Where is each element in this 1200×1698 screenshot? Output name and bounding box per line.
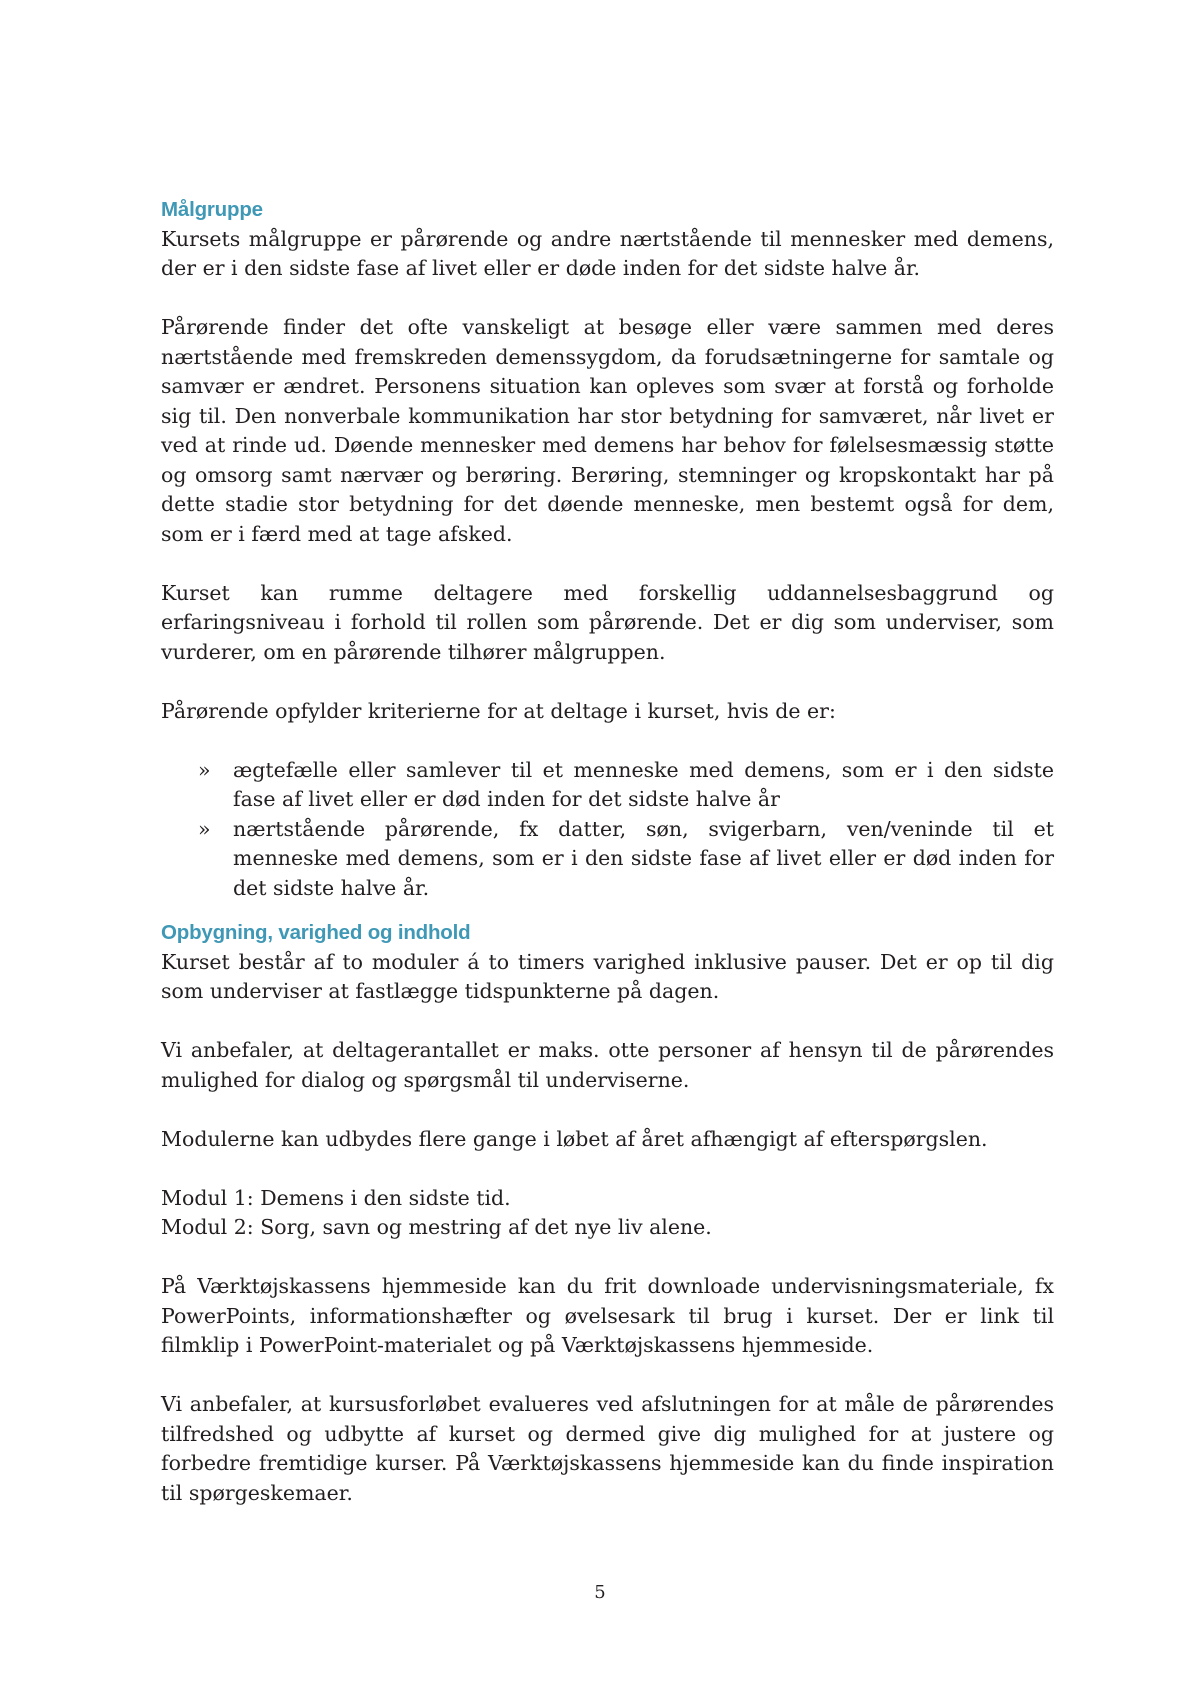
bullet-marker: » bbox=[198, 816, 211, 841]
paragraph-evaluering: Vi anbefaler, at kursusforløbet evalueres ved afslutningen for at måle de pårørendes tilfredshed og udbytte af kurset og dermed give dig mulighed for at justere og forbedre fremtidige kurser. På Værktøjskassens hjemmeside kan du finde inspiration til spørgeskemaer. bbox=[161, 1392, 1054, 1505]
list-item bbox=[161, 756, 1054, 815]
paragraph-materiale: På Værktøjskassens hjemmeside kan du frit downloade undervisningsmateriale, fx PowerPoints, informationshæfter og øvelsesark til brug i kurset. Der er link til filmklip i PowerPoint-materialet og på Værktøjskassens hjemmeside. bbox=[161, 1274, 1054, 1357]
page-content bbox=[161, 195, 1054, 1538]
paragraph-kriterier: Pårørende opfylder kriterierne for at deltage i kurset, hvis de er: bbox=[161, 698, 836, 723]
list-item-text: ægtefælle eller samlever til et menneske med demens, som er i den sidste fase af livet eller er død inden for det sidste halve år bbox=[233, 757, 1054, 811]
paragraph-deltagere: Kurset kan rumme deltagere med forskellig uddannelsesbaggrund og erfaringsniveau i forhold til rollen som pårørende. Det er dig som underviser, som vurderer, om en pårørende tilhører målgruppen. bbox=[161, 580, 1054, 664]
paragraph-moduler: Kurset består af to moduler á to timers varighed inklusive pauser. Det er op til dig som underviser at fastlægge tidspunkterne på dagen. bbox=[161, 949, 1054, 1003]
page-number: 5 bbox=[594, 1582, 606, 1603]
section-heading-opbygning: Opbygning, varighed og indhold bbox=[161, 921, 471, 944]
module-2-line: Modul 2: Sorg, savn og mestring af det nye liv alene. bbox=[161, 1215, 712, 1239]
list-item bbox=[161, 815, 1054, 904]
paragraph-udbud: Modulerne kan udbydes flere gange i løbet af året afhængigt af efterspørgslen. bbox=[161, 1126, 988, 1151]
section-heading-malgruppe: Målgruppe bbox=[161, 198, 263, 221]
module-1-line: Modul 1: Demens i den sidste tid. bbox=[161, 1185, 511, 1210]
criteria-list bbox=[161, 756, 1054, 904]
bullet-marker: » bbox=[198, 757, 211, 782]
paragraph-deltagerantal: Vi anbefaler, at deltagerantallet er maks. otte personer af hensyn til de pårørendes mulighed for dialog og spørgsmål til underviserne. bbox=[161, 1038, 1054, 1092]
paragraph-malgruppe-intro: Kursets målgruppe er pårørende og andre nærtstående til mennesker med demens, der er i den sidste fase af livet eller er døde inden for det sidste halve år. bbox=[161, 226, 1054, 280]
list-item-text: nærtstående pårørende, fx datter, søn, svigerbarn, ven/veninde til et menneske med demens, som er i den sidste fase af livet eller er død inden for det sidste halve år. bbox=[233, 816, 1054, 900]
paragraph-parorende-situation: Pårørende finder det ofte vanskeligt at besøge eller være sammen med deres nærtstående med fremskreden demenssygdom, da forudsætningerne for samtale og samvær er ændret. Personens situation kan opleves som svær at forstå og forholde sig til. Den nonverbale kommunikation har stor betydning for samværet, når livet er ved at rinde ud. Døende mennesker med demens har behov for følelsesmæssig støtte og omsorg samt nærvær og berøring. Berøring, stemninger og kropskontakt har på dette stadie stor betydning for det døende menneske, men bestemt også for dem, som er i færd med at tage afsked. bbox=[161, 315, 1054, 546]
